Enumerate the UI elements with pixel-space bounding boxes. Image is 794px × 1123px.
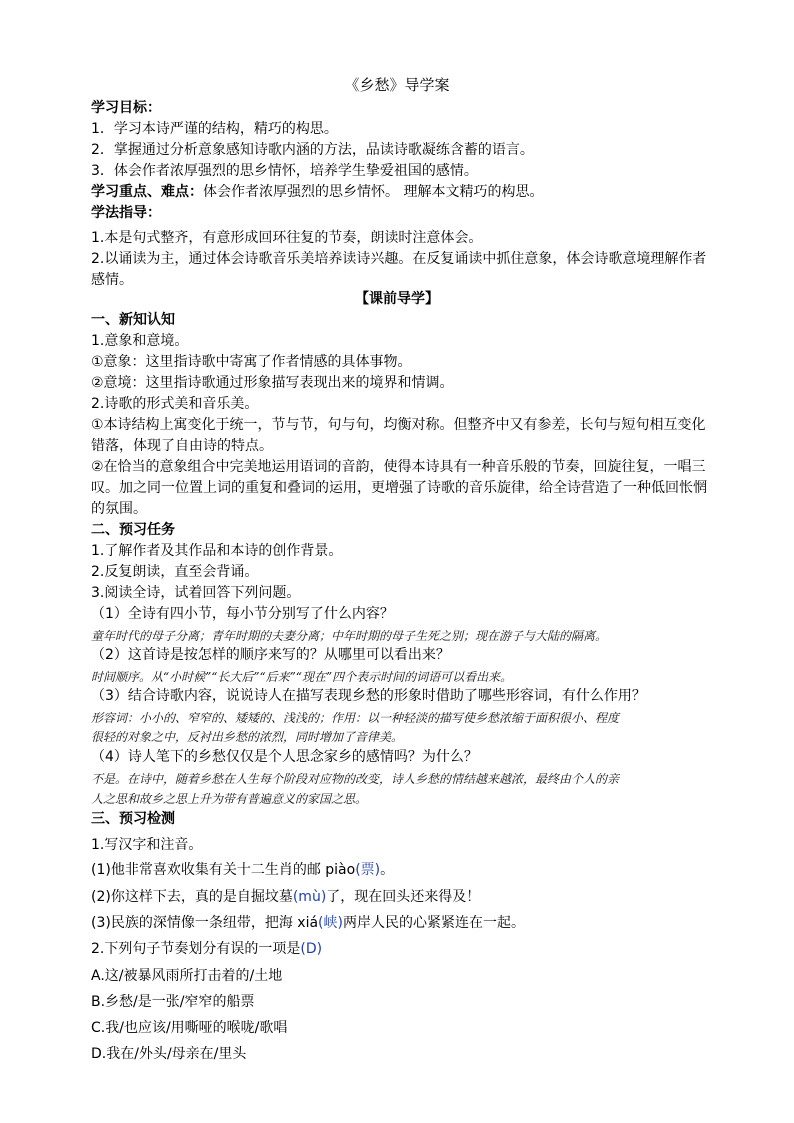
question: （1）全诗有四小节，每小节分别写了什么内容？: [91, 606, 394, 622]
preclass-heading: 【课前导学】: [355, 291, 439, 307]
sentence-text: (3)民族的深情像一条纽带，把海 xiá: [91, 915, 319, 931]
method-item: 2.以诵读为主，通过体会诗歌音乐美培养读诗兴趣。在反复诵读中抓住意象，体会诗歌意境理解作者: [91, 251, 707, 267]
sentence-text: (2)你这样下去，真的是自掘坟墓: [91, 889, 293, 905]
key-points: [91, 183, 543, 201]
key-text: 体会作者浓厚强烈的思乡情怀。 理解本文精巧的构思。: [203, 184, 544, 200]
text-line: 2.反复朗读，直至会背诵。: [91, 564, 259, 580]
text-line: ①意象：这里指诗歌中寄寓了作者情感的具体事物。: [91, 354, 412, 370]
question: （4）诗人笔下的乡愁仅仅是个人思念家乡的感情吗？为什么？: [91, 749, 478, 765]
section-heading: 二、预习任务: [91, 522, 175, 538]
choice-question: [91, 940, 322, 958]
text-line: ②在恰当的意象组合中完美地运用语词的音韵，使得本诗具有一种音乐般的节奏，回旋往复，一唱三: [91, 459, 706, 475]
key-heading: 学习重点、难点：: [91, 184, 203, 200]
goal-item: 2．掌握通过分析意象感知诗歌内涵的方法，品读诗歌凝练含蓄的语言。: [91, 142, 534, 158]
text-line: 3.阅读全诗，试着回答下列问题。: [91, 585, 301, 601]
text-line: 1.写汉字和注音。: [91, 837, 203, 853]
answer-text: (票): [355, 862, 381, 878]
method-item-cont: 感情。: [91, 272, 133, 288]
option: A.这/被暴风雨所打击着的/土地: [91, 968, 283, 984]
option: C.我/也应该/用嘶哑的喉咙/歌唱: [91, 1020, 288, 1036]
answer-cont: 很轻的对象之中，反衬出乡愁的浓烈，同时增加了音律美。: [91, 730, 404, 744]
option: D.我在/外头/母亲在/里头: [91, 1046, 247, 1062]
method-item: 1.本是句式整齐，有意形成回环往复的节奏，朗读时注意体会。: [91, 230, 483, 246]
text-line: 1.了解作者及其作品和本诗的创作背景。: [91, 543, 343, 559]
sentence-text: 。: [380, 862, 395, 878]
answer: 童年时代的母子分离；青年时期的夫妻分离；中年时期的母子生死之别；现在游子与大陆的隔离。: [91, 629, 608, 643]
fill-sentence: [91, 914, 525, 932]
goal-item: 3．体会作者浓厚强烈的思乡情怀，培养学生挚爱祖国的感情。: [91, 163, 478, 179]
text-line: 错落，体现了自由诗的特点。: [91, 438, 273, 454]
sentence-text: (1)他非常喜欢收集有关十二生肖的邮 piào: [91, 862, 356, 878]
text-line: 1.意象和意境。: [91, 333, 189, 349]
fill-sentence: [91, 861, 394, 879]
question: （2）这首诗是按怎样的顺序来写的？从哪里可以看出来？: [91, 647, 450, 663]
text-line: ①本诗结构上寓变化于统一，节与节，句与句，均衡对称。但整齐中又有参差，长句与短句相互变化: [91, 417, 706, 433]
answer: 不是。在诗中，随着乡愁在人生每个阶段对应物的改变，诗人乡愁的情结越来越浓，最终由个人的亲: [91, 772, 620, 786]
section-heading: 一、新知认知: [91, 312, 175, 328]
text-line: 2.诗歌的形式美和音乐美。: [91, 396, 259, 412]
answer: 形容词：小小的、窄窄的、矮矮的、浅浅的；作用：以一种轻淡的描写使乡愁浓缩于面积很小、程度: [91, 711, 620, 725]
question-text: 2.下列句子节奏划分有误的一项是: [91, 941, 301, 957]
sentence-text: 两岸人民的心紧紧连在一起。: [342, 915, 525, 931]
question: （3）结合诗歌内容，说说诗人在描写表现乡愁的形象时借助了哪些形容词，有什么作用？: [91, 688, 646, 704]
answer-text: (mù): [292, 889, 327, 905]
text-line: ②意境：这里指诗歌通过形象描写表现出来的境界和情调。: [91, 375, 454, 391]
sentence-text: 了，现在回头还来得及！: [326, 889, 481, 905]
answer-cont: 人之思和故乡之思上升为带有普遍意义的家国之思。: [91, 792, 368, 806]
answer-text: (峡): [318, 915, 343, 931]
fill-sentence: [91, 888, 480, 906]
option: B.乡愁/是一张/窄窄的船票: [91, 994, 255, 1010]
method-heading: 学法指导：: [91, 205, 161, 221]
answer-text: (D): [300, 941, 323, 957]
answer: 时间顺序。从“小时候”“长大后”“后来”“现在”四个表示时间的词语可以看出来。: [91, 670, 513, 684]
text-line: 叹。加之同一位置上词的重复和叠词的运用，更增强了诗歌的音乐旋律，给全诗营造了一种低回怅惘: [91, 480, 707, 496]
goals-heading: 学习目标：: [91, 100, 161, 116]
section-heading: 三、预习检测: [91, 811, 175, 827]
text-line: 的氛围。: [91, 501, 147, 517]
goal-item: 1．学习本诗严谨的结构，精巧的构思。: [91, 121, 338, 137]
page-title: 《乡愁》导学案: [344, 76, 450, 94]
